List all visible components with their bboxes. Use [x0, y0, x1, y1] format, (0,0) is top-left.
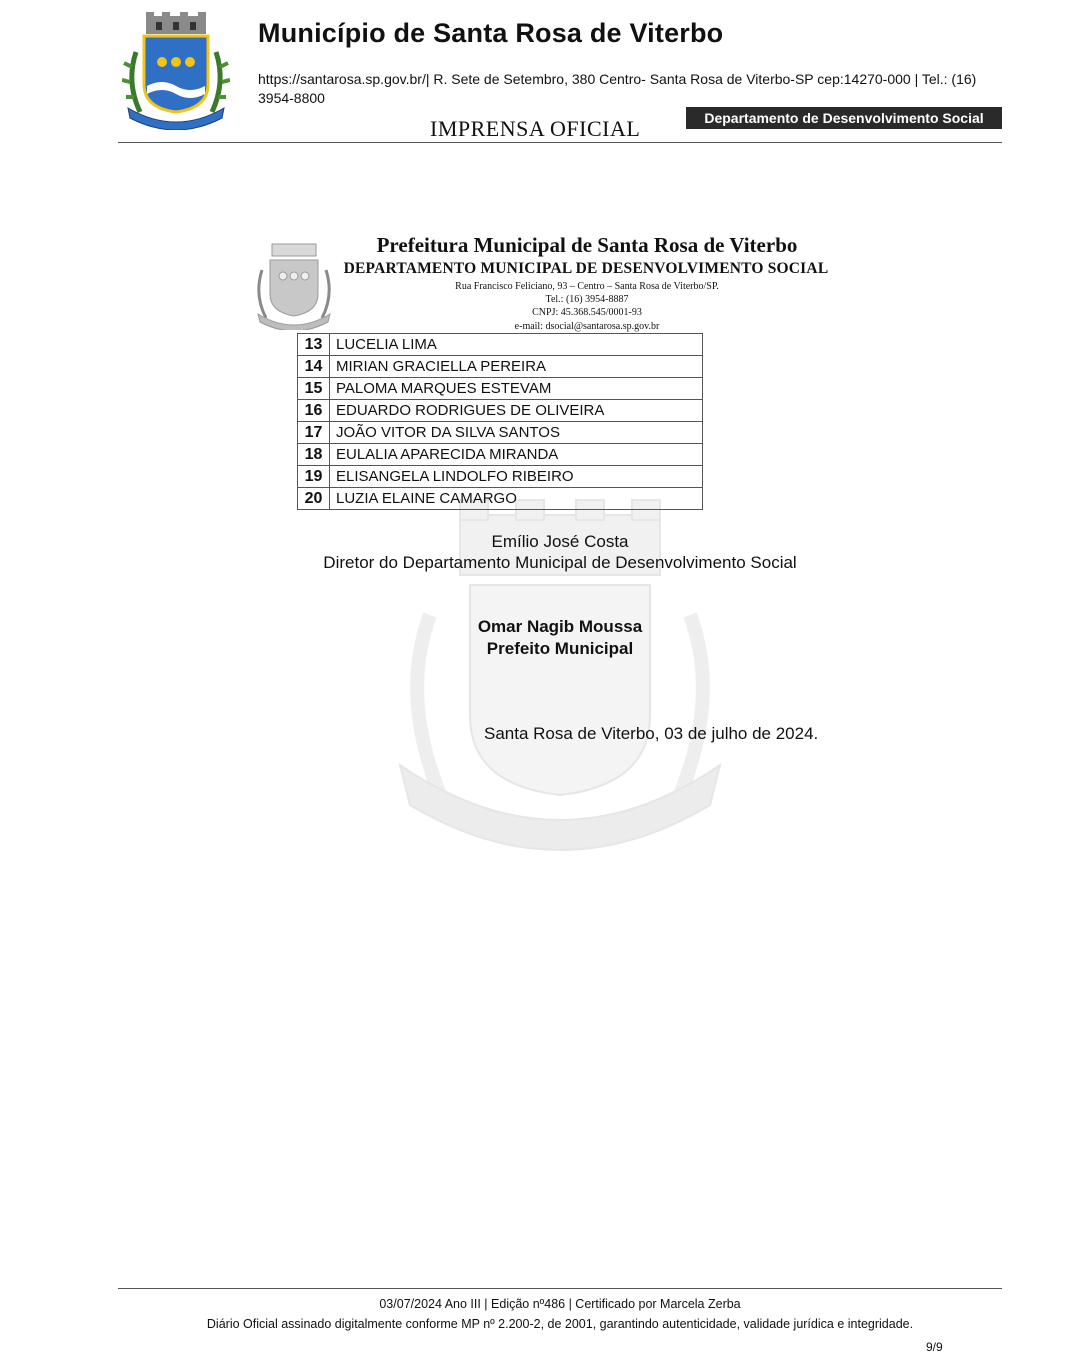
letterhead-crest-icon: [254, 240, 334, 330]
footer-edition: 03/07/2024 Ano III | Edição nº486 | Certificado por Marcela Zerba: [379, 1297, 741, 1311]
row-number: 18: [298, 444, 330, 466]
row-name: EULALIA APARECIDA MIRANDA: [330, 444, 703, 466]
row-number: 14: [298, 356, 330, 378]
letterhead-phone: Tel.: (16) 3954-8887: [545, 294, 629, 305]
letterhead-cnpj: CNPJ: 45.368.545/0001-93: [532, 307, 642, 318]
place-and-date: Santa Rosa de Viterbo, 03 de julho de 2024.: [484, 724, 819, 743]
letterhead-title: Prefeitura Municipal de Santa Rosa de Viterbo: [376, 233, 798, 257]
table-row: [298, 400, 703, 422]
row-number: 20: [298, 488, 330, 510]
letterhead-email: e-mail: dsocial@santarosa.sp.gov.br: [514, 321, 660, 332]
row-number: 15: [298, 378, 330, 400]
mayor-title: Prefeito Municipal: [486, 639, 634, 658]
table-row: [298, 422, 703, 444]
header-divider: [118, 142, 1002, 143]
row-number: 16: [298, 400, 330, 422]
row-name: EDUARDO RODRIGUES DE OLIVEIRA: [330, 400, 703, 422]
row-name: JOÃO VITOR DA SILVA SANTOS: [330, 422, 703, 444]
letterhead-department: DEPARTAMENTO MUNICIPAL DE DESENVOLVIMENTO SOCIAL: [343, 260, 829, 277]
footer-divider: [118, 1288, 1002, 1289]
table-row: [298, 488, 703, 510]
mayor-name: Omar Nagib Moussa: [477, 617, 643, 636]
municipal-coat-of-arms-icon: [122, 12, 230, 130]
director-name: Emílio José Costa: [491, 532, 629, 551]
table-row: [298, 466, 703, 488]
page-number: 9/9: [926, 1340, 943, 1354]
row-number: 13: [298, 334, 330, 356]
beneficiaries-table: [297, 333, 703, 510]
department-badge: Departamento de Desenvolvimento Social: [686, 107, 1002, 129]
row-name: LUCELIA LIMA: [330, 334, 703, 356]
table-row: [298, 334, 703, 356]
row-name: ELISANGELA LINDOLFO RIBEIRO: [330, 466, 703, 488]
imprensa-oficial-label: IMPRENSA OFICIAL: [430, 116, 641, 141]
table-row: [298, 378, 703, 400]
letterhead-address: Rua Francisco Feliciano, 93 – Centro – Santa Rosa de Viterbo/SP.: [455, 281, 719, 292]
director-title: Diretor do Departamento Municipal de Desenvolvimento Social: [323, 553, 797, 572]
row-number: 19: [298, 466, 330, 488]
table-row: [298, 356, 703, 378]
row-name: PALOMA MARQUES ESTEVAM: [330, 378, 703, 400]
row-number: 17: [298, 422, 330, 444]
footer-legal-notice: Diário Oficial assinado digitalmente conforme MP nº 2.200-2, de 2001, garantindo autenticidade, validade jurídica e integridade.: [206, 1317, 914, 1331]
row-name: LUZIA ELAINE CAMARGO: [330, 488, 703, 510]
table-row: [298, 444, 703, 466]
municipality-address: https://santarosa.sp.gov.br/| R. Sete de Setembro, 380 Centro- Santa Rosa de Viterbo-SP cep:14270-000 | Tel.: (16) 3954-8800: [258, 71, 977, 106]
row-name: MIRIAN GRACIELLA PEREIRA: [330, 356, 703, 378]
municipality-title: Município de Santa Rosa de Viterbo: [258, 18, 724, 48]
